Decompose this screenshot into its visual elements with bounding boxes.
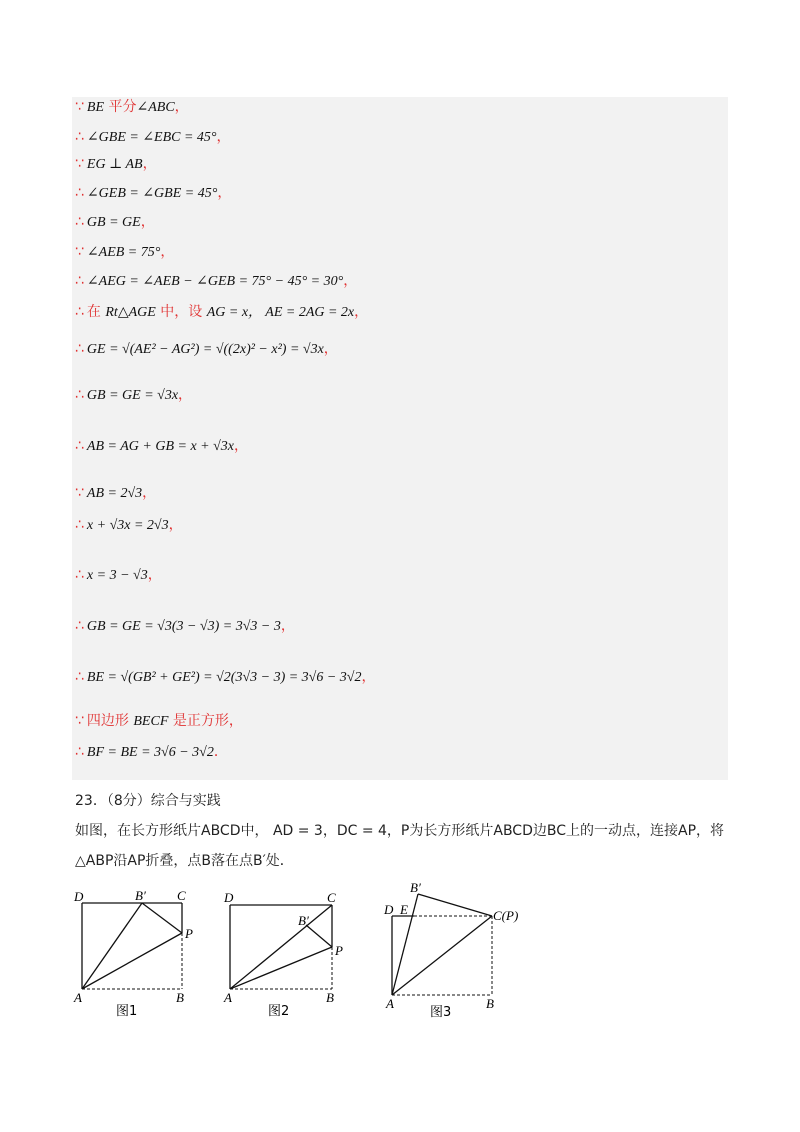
fig3-label-A: A <box>386 996 394 1011</box>
solution-punct: ， <box>168 518 183 533</box>
solution-line <box>75 516 183 535</box>
solution-math: EG ⊥ AB <box>86 157 143 172</box>
fig1-label-B: B <box>176 990 184 1005</box>
solution-math: ∠AEB = 75° <box>86 245 161 260</box>
solution-line <box>75 712 243 731</box>
solution-text: 四边形 <box>86 713 134 729</box>
solution-math: ∠AEG = ∠AEB − ∠GEB = 75° − 45° = 30° <box>86 274 344 289</box>
solution-symbol: ∴ <box>75 567 84 583</box>
solution-math: AG = x， AE = 2AG = 2x <box>206 305 355 320</box>
solution-line <box>75 303 368 322</box>
fig3-label-E: E <box>400 902 408 917</box>
fig3-label-B1: B′ <box>410 880 421 895</box>
solution-line <box>75 98 189 117</box>
solution-symbol: ∴ <box>75 387 84 403</box>
solution-punct: ， <box>361 670 376 685</box>
solution-line <box>75 272 357 291</box>
solution-line <box>75 340 338 359</box>
solution-symbol: ∵ <box>75 485 84 501</box>
solution-line <box>75 566 162 585</box>
solution-math: x + √3x = 2√3 <box>86 518 169 533</box>
solution-symbol: ∴ <box>75 669 84 685</box>
solution-line <box>75 617 295 636</box>
fig2-label-B1: B′ <box>298 913 309 928</box>
solution-math: BE = √(GB² + GE²) = √2(3√3 − 3) = 3√6 − 3√2 <box>86 670 362 685</box>
solution-punct: ， <box>147 568 162 583</box>
solution-math: ∠ABC <box>136 100 175 115</box>
fig2-label-A: A <box>224 990 232 1005</box>
figure-3 <box>380 878 540 1023</box>
solution-math: BE <box>86 100 105 115</box>
problem-heading: 23．（8分）综合与实践 <box>75 793 221 809</box>
fig2-label-P: P <box>335 943 343 958</box>
solution-math: ∠GEB = ∠GBE = 45° <box>86 186 218 201</box>
solution-symbol: ∴ <box>75 214 84 230</box>
solution-text: 在 <box>86 304 106 320</box>
solution-punct: ， <box>216 130 231 145</box>
solution-punct: ， <box>280 619 295 634</box>
solution-line <box>75 484 156 503</box>
solution-symbol: ∴ <box>75 341 84 357</box>
fig2-label-D: D <box>224 890 234 905</box>
solution-symbol: ∴ <box>75 744 84 760</box>
figure-2 <box>220 885 360 1020</box>
solution-line <box>75 213 155 232</box>
solution-punct: ， <box>323 342 338 357</box>
solution-line <box>75 243 174 262</box>
solution-punct: ， <box>142 486 157 501</box>
solution-math: ∠GBE = ∠EBC = 45° <box>86 130 217 145</box>
solution-punct: ， <box>160 245 175 260</box>
solution-symbol: ∵ <box>75 156 84 172</box>
fig3-caption: 图3 <box>430 1005 452 1020</box>
solution-punct: ， <box>174 100 189 115</box>
solution-math: GE = √(AE² − AG²) = √((2x)² − x²) = √3x <box>86 342 324 357</box>
solution-punct: ， <box>142 157 157 172</box>
fig1-caption: 图1 <box>116 1004 138 1019</box>
solution-symbol: ∴ <box>75 438 84 454</box>
fig2-label-C: C <box>327 890 336 905</box>
figure-1 <box>70 885 200 1020</box>
solution-math: GB = GE <box>86 215 141 230</box>
solution-line <box>75 437 248 456</box>
fig1-label-B1: B′ <box>135 888 146 903</box>
solution-line <box>75 743 228 762</box>
solution-symbol: ∴ <box>75 517 84 533</box>
solution-math: GB = GE = √3x <box>86 388 179 403</box>
fig1-label-P: P <box>185 926 193 941</box>
solution-punct: ， <box>217 186 232 201</box>
solution-punct: ， <box>234 439 248 454</box>
problem-text-2: △ABP沿AP折叠，点B落在点B′处． <box>75 853 294 869</box>
solution-punct: ， <box>178 388 193 403</box>
solution-math: x = 3 − √3 <box>86 568 148 583</box>
fig3-label-D: D <box>384 902 394 917</box>
solution-symbol: ∵ <box>75 244 84 260</box>
solution-math: GB = GE = √3(3 − √3) = 3√3 − 3 <box>86 619 281 634</box>
solution-punct: ， <box>354 305 369 320</box>
solution-symbol: ∵ <box>75 99 84 115</box>
solution-punct: ． <box>213 745 228 760</box>
solution-symbol: ∴ <box>75 304 84 320</box>
solution-math: Rt△AGE <box>105 305 156 320</box>
solution-line <box>75 184 231 203</box>
fig2-caption: 图2 <box>268 1004 290 1019</box>
solution-math: AB = 2√3 <box>86 486 143 501</box>
solution-punct: ， <box>343 274 358 289</box>
fig1-label-A: A <box>74 990 82 1005</box>
solution-math: BF = BE = 3√6 − 3√2 <box>86 745 214 760</box>
solution-punct: ， <box>140 215 155 230</box>
fig3-label-B: B <box>486 996 494 1011</box>
solution-math: AB = AG + GB = x + √3x <box>86 439 234 454</box>
solution-symbol: ∴ <box>75 129 84 145</box>
solution-math: BECF <box>133 714 169 729</box>
solution-symbol: ∴ <box>75 273 84 289</box>
solution-line <box>75 128 231 147</box>
solution-line <box>75 155 157 174</box>
solution-text: 是正方形， <box>168 713 243 729</box>
solution-text: 中，设 <box>155 304 207 320</box>
solution-symbol: ∴ <box>75 185 84 201</box>
solution-line <box>75 386 192 405</box>
solution-text: 平分 <box>104 99 137 115</box>
fig1-label-D: D <box>74 889 84 904</box>
fig2-label-B: B <box>326 990 334 1005</box>
solution-symbol: ∴ <box>75 618 84 634</box>
solution-symbol: ∵ <box>75 713 84 729</box>
problem-text-1: 如图，在长方形纸片ABCD中， AD = 3，DC = 4，P为长方形纸片ABCD边BC上的一动点，连接AP，将 <box>75 823 725 839</box>
solution-line <box>75 668 376 687</box>
fig3-label-CP: C(P) <box>493 908 519 923</box>
fig1-label-C: C <box>177 888 186 903</box>
